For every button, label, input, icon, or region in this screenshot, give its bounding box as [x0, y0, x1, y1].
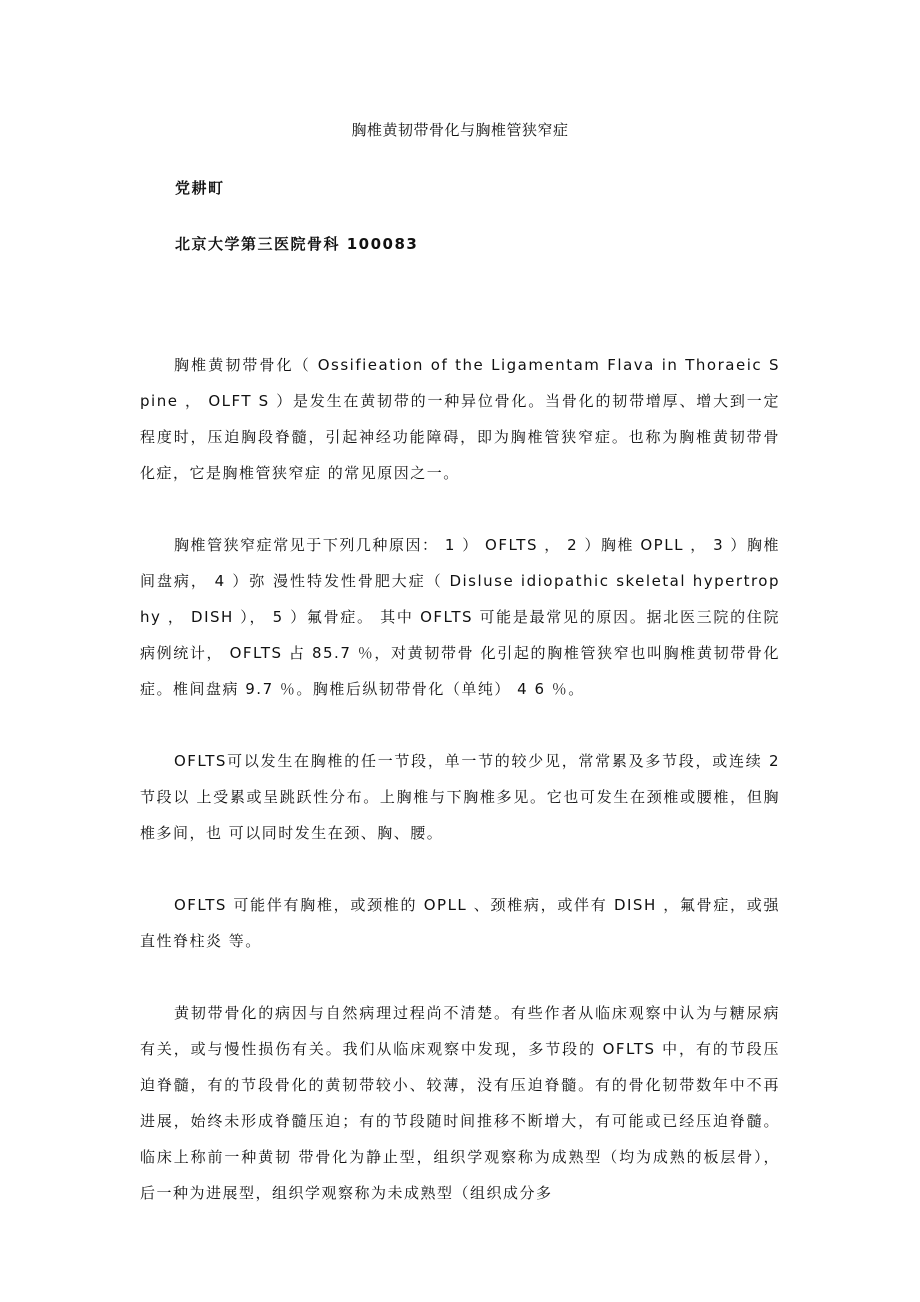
- document-title: 胸椎黄韧带骨化与胸椎管狭窄症: [351, 121, 569, 139]
- paragraph-3: OFLTS可以发生在胸椎的任一节段，单一节的较少见，常常累及多节段，或连续 2 节段以 上受累或呈跳跃性分布。上胸椎与下胸椎多见。它也可发生在颈椎或腰椎，但胸椎多间，也 可以同时发生在颈、胸、腰。: [140, 752, 780, 842]
- document-body: [140, 347, 780, 1247]
- paragraph-5: 黄韧带骨化的病因与自然病理过程尚不清楚。有些作者从临床观察中认为与糖尿病有关，或与慢性损伤有关。我们从临床观察中发现，多节段的 OFLTS 中，有的节段压迫脊髓，有的节段骨化的黄韧带较小、较薄，没有压迫脊髓。有的骨化韧带数年中不再进展，始终未形成脊髓压迫；有的节段随时间推移不断增大，有可能或已经压迫脊髓。临床上称前一种黄韧 带骨化为静止型，组织学观察称为成熟型（均为成熟的板层骨），后一种为进展型，组织学观察称为未成熟型（组织成分多: [140, 1004, 780, 1202]
- author-affiliation: 北京大学第三医院骨科 100083: [175, 235, 419, 253]
- paragraph-1: 胸椎黄韧带骨化（ Ossifieation of the Ligamentam Flava in Thoraeic Spine ， OLFT S ）是发生在黄韧带的一种异位骨化。当骨化的韧带增厚、增大到一定程度时，压迫胸段脊髓，引起神经功能障碍，即为胸椎管狭窄症。也称为胸椎黄韧带骨化症，它是胸椎管狭窄症 的常见原因之一。: [140, 356, 780, 482]
- paragraph-2: 胸椎管狭窄症常见于下列几种原因： 1 ） OFLTS ， 2 ）胸椎 OPLL ， 3 ）胸椎间盘病， 4 ）弥 漫性特发性骨肥大症（ Disluse idiopathic skeletal hypertrophy ， DISH ）， 5 ）氟骨症。 其中 OFLTS 可能是最常见的原因。据北医三院的住院病例统计， OFLTS 占 85.7 ％，对黄韧带骨 化引起的胸椎管狭窄也叫胸椎黄韧带骨化症。椎间盘病 9.7 ％。胸椎后纵韧带骨化（单纯） 4 6 ％。: [140, 536, 780, 698]
- paragraph-4: OFLTS 可能伴有胸椎，或颈椎的 OPLL 、颈椎病，或伴有 DISH ，氟骨症，或强直性脊柱炎 等。: [140, 896, 780, 950]
- author-name: 党耕町: [175, 179, 225, 197]
